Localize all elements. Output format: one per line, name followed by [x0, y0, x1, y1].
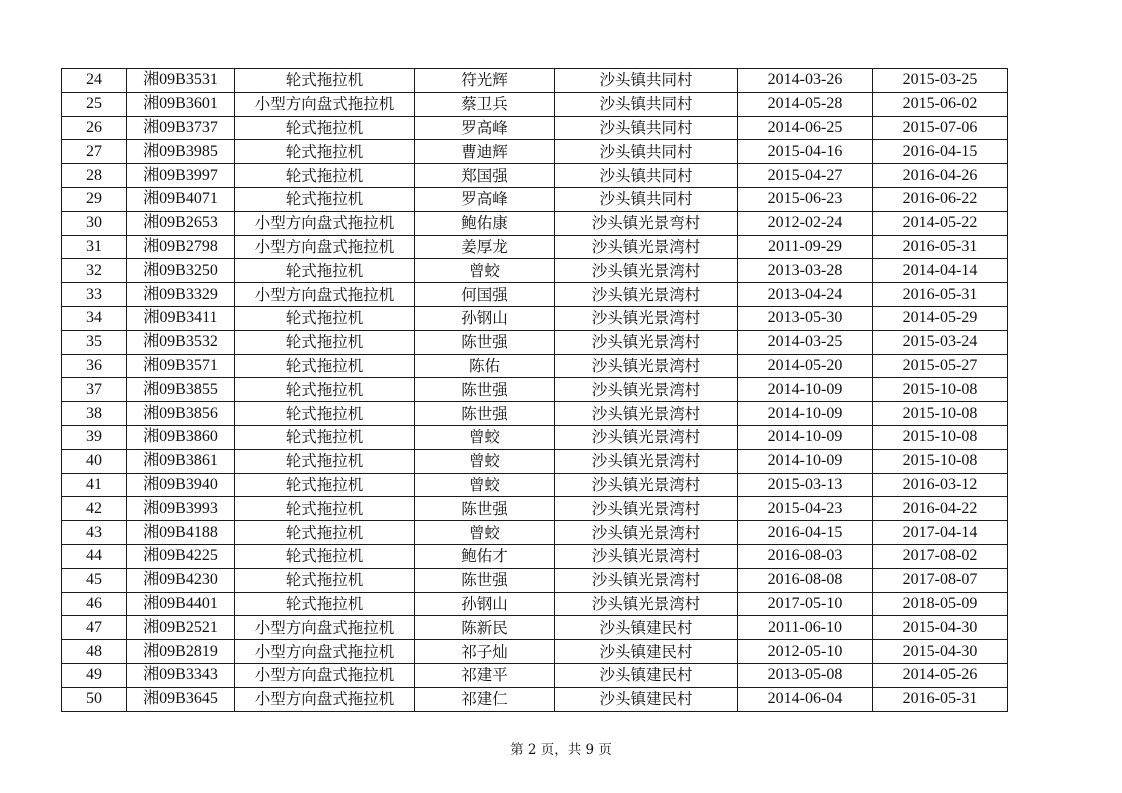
machine-type-cell: 小型方向盘式拖拉机: [235, 92, 415, 116]
address-cell: 沙头镇光景湾村: [555, 354, 738, 378]
table-row: [62, 330, 1008, 354]
address-cell: 沙头镇共同村: [555, 92, 738, 116]
owner-name-cell: 蔡卫兵: [415, 92, 555, 116]
seq-no-cell: 31: [62, 235, 127, 259]
page-footer: 第 2 页，共 9 页: [510, 742, 612, 758]
seq-no-cell: 36: [62, 354, 127, 378]
owner-name-cell: 祁建仁: [415, 687, 555, 711]
owner-name-cell: 陈世强: [415, 402, 555, 426]
address-cell: 沙头镇光景湾村: [555, 306, 738, 330]
machine-type-cell: 小型方向盘式拖拉机: [235, 283, 415, 307]
end-date-cell: 2014-05-22: [873, 211, 1008, 235]
machine-type-cell: 轮式拖拉机: [235, 568, 415, 592]
owner-name-cell: 罗高峰: [415, 187, 555, 211]
address-cell: 沙头镇光景湾村: [555, 425, 738, 449]
machine-type-cell: 轮式拖拉机: [235, 544, 415, 568]
owner-name-cell: 陈新民: [415, 616, 555, 640]
end-date-cell: 2015-04-30: [873, 640, 1008, 664]
address-cell: 沙头镇光景湾村: [555, 259, 738, 283]
seq-no-cell: 35: [62, 330, 127, 354]
seq-no-cell: 28: [62, 164, 127, 188]
address-cell: 沙头镇光景湾村: [555, 402, 738, 426]
start-date-cell: 2015-06-23: [738, 187, 873, 211]
table-row: [62, 211, 1008, 235]
plate-number-cell: 湘09B3645: [127, 687, 235, 711]
machine-type-cell: 轮式拖拉机: [235, 69, 415, 93]
start-date-cell: 2016-04-15: [738, 521, 873, 545]
address-cell: 沙头镇光景湾村: [555, 378, 738, 402]
start-date-cell: 2014-10-09: [738, 402, 873, 426]
start-date-cell: 2012-05-10: [738, 640, 873, 664]
seq-no-cell: 24: [62, 69, 127, 93]
plate-number-cell: 湘09B3329: [127, 283, 235, 307]
address-cell: 沙头镇建民村: [555, 616, 738, 640]
address-cell: 沙头镇共同村: [555, 116, 738, 140]
machine-type-cell: 轮式拖拉机: [235, 378, 415, 402]
end-date-cell: 2016-05-31: [873, 687, 1008, 711]
end-date-cell: 2016-05-31: [873, 283, 1008, 307]
owner-name-cell: 孙钢山: [415, 592, 555, 616]
end-date-cell: 2016-04-26: [873, 164, 1008, 188]
owner-name-cell: 陈世强: [415, 568, 555, 592]
start-date-cell: 2014-03-25: [738, 330, 873, 354]
table-row: [62, 402, 1008, 426]
owner-name-cell: 曾蛟: [415, 473, 555, 497]
plate-number-cell: 湘09B3411: [127, 306, 235, 330]
machine-type-cell: 轮式拖拉机: [235, 402, 415, 426]
table-row: [62, 283, 1008, 307]
plate-number-cell: 湘09B4230: [127, 568, 235, 592]
address-cell: 沙头镇光景湾村: [555, 521, 738, 545]
seq-no-cell: 44: [62, 544, 127, 568]
table-row: [62, 592, 1008, 616]
machine-type-cell: 轮式拖拉机: [235, 592, 415, 616]
owner-name-cell: 曾蛟: [415, 425, 555, 449]
plate-number-cell: 湘09B3343: [127, 663, 235, 687]
start-date-cell: 2015-04-16: [738, 140, 873, 164]
table-row: [62, 521, 1008, 545]
seq-no-cell: 45: [62, 568, 127, 592]
start-date-cell: 2011-06-10: [738, 616, 873, 640]
machine-type-cell: 轮式拖拉机: [235, 306, 415, 330]
plate-number-cell: 湘09B2819: [127, 640, 235, 664]
table-row: [62, 544, 1008, 568]
plate-number-cell: 湘09B3985: [127, 140, 235, 164]
plate-number-cell: 湘09B3861: [127, 449, 235, 473]
owner-name-cell: 曾蛟: [415, 521, 555, 545]
owner-name-cell: 鲍佑康: [415, 211, 555, 235]
plate-number-cell: 湘09B3532: [127, 330, 235, 354]
owner-name-cell: 罗高峰: [415, 116, 555, 140]
start-date-cell: 2013-03-28: [738, 259, 873, 283]
plate-number-cell: 湘09B4188: [127, 521, 235, 545]
owner-name-cell: 陈佑: [415, 354, 555, 378]
end-date-cell: 2015-10-08: [873, 402, 1008, 426]
seq-no-cell: 26: [62, 116, 127, 140]
table-row: [62, 259, 1008, 283]
seq-no-cell: 29: [62, 187, 127, 211]
owner-name-cell: 孙钢山: [415, 306, 555, 330]
seq-no-cell: 34: [62, 306, 127, 330]
machine-type-cell: 轮式拖拉机: [235, 330, 415, 354]
owner-name-cell: 曹迪辉: [415, 140, 555, 164]
end-date-cell: 2015-07-06: [873, 116, 1008, 140]
address-cell: 沙头镇光景弯村: [555, 211, 738, 235]
table-row: [62, 425, 1008, 449]
table-row: [62, 306, 1008, 330]
records-table: [61, 68, 1008, 712]
machine-type-cell: 小型方向盘式拖拉机: [235, 235, 415, 259]
plate-number-cell: 湘09B4225: [127, 544, 235, 568]
table-row: [62, 378, 1008, 402]
end-date-cell: 2016-04-22: [873, 497, 1008, 521]
seq-no-cell: 49: [62, 663, 127, 687]
machine-type-cell: 轮式拖拉机: [235, 187, 415, 211]
table-row: [62, 116, 1008, 140]
plate-number-cell: 湘09B3856: [127, 402, 235, 426]
seq-no-cell: 43: [62, 521, 127, 545]
machine-type-cell: 轮式拖拉机: [235, 497, 415, 521]
address-cell: 沙头镇光景湾村: [555, 544, 738, 568]
end-date-cell: 2015-03-25: [873, 69, 1008, 93]
seq-no-cell: 27: [62, 140, 127, 164]
seq-no-cell: 37: [62, 378, 127, 402]
plate-number-cell: 湘09B3601: [127, 92, 235, 116]
owner-name-cell: 郑国强: [415, 164, 555, 188]
start-date-cell: 2014-05-28: [738, 92, 873, 116]
start-date-cell: 2013-05-08: [738, 663, 873, 687]
plate-number-cell: 湘09B3531: [127, 69, 235, 93]
table-row: [62, 473, 1008, 497]
owner-name-cell: 何国强: [415, 283, 555, 307]
end-date-cell: 2017-08-07: [873, 568, 1008, 592]
machine-type-cell: 小型方向盘式拖拉机: [235, 663, 415, 687]
end-date-cell: 2017-08-02: [873, 544, 1008, 568]
address-cell: 沙头镇光景湾村: [555, 283, 738, 307]
end-date-cell: 2016-05-31: [873, 235, 1008, 259]
machine-type-cell: 轮式拖拉机: [235, 473, 415, 497]
plate-number-cell: 湘09B3737: [127, 116, 235, 140]
end-date-cell: 2014-05-29: [873, 306, 1008, 330]
seq-no-cell: 46: [62, 592, 127, 616]
end-date-cell: 2014-04-14: [873, 259, 1008, 283]
plate-number-cell: 湘09B3993: [127, 497, 235, 521]
end-date-cell: 2016-06-22: [873, 187, 1008, 211]
machine-type-cell: 小型方向盘式拖拉机: [235, 616, 415, 640]
table-row: [62, 640, 1008, 664]
seq-no-cell: 50: [62, 687, 127, 711]
start-date-cell: 2014-06-04: [738, 687, 873, 711]
machine-type-cell: 小型方向盘式拖拉机: [235, 687, 415, 711]
machine-type-cell: 轮式拖拉机: [235, 521, 415, 545]
plate-number-cell: 湘09B3250: [127, 259, 235, 283]
end-date-cell: 2014-05-26: [873, 663, 1008, 687]
table-row: [62, 568, 1008, 592]
table-row: [62, 235, 1008, 259]
plate-number-cell: 湘09B4401: [127, 592, 235, 616]
seq-no-cell: 42: [62, 497, 127, 521]
table-row: [62, 616, 1008, 640]
start-date-cell: 2016-08-08: [738, 568, 873, 592]
plate-number-cell: 湘09B3940: [127, 473, 235, 497]
machine-type-cell: 小型方向盘式拖拉机: [235, 640, 415, 664]
address-cell: 沙头镇光景湾村: [555, 449, 738, 473]
owner-name-cell: 鲍佑才: [415, 544, 555, 568]
machine-type-cell: 轮式拖拉机: [235, 116, 415, 140]
owner-name-cell: 陈世强: [415, 378, 555, 402]
seq-no-cell: 38: [62, 402, 127, 426]
address-cell: 沙头镇共同村: [555, 164, 738, 188]
plate-number-cell: 湘09B2653: [127, 211, 235, 235]
owner-name-cell: 陈世强: [415, 497, 555, 521]
address-cell: 沙头镇建民村: [555, 663, 738, 687]
machine-type-cell: 小型方向盘式拖拉机: [235, 211, 415, 235]
seq-no-cell: 25: [62, 92, 127, 116]
plate-number-cell: 湘09B3997: [127, 164, 235, 188]
seq-no-cell: 47: [62, 616, 127, 640]
address-cell: 沙头镇光景湾村: [555, 568, 738, 592]
start-date-cell: 2016-08-03: [738, 544, 873, 568]
records-table-body: [62, 69, 1008, 712]
seq-no-cell: 30: [62, 211, 127, 235]
address-cell: 沙头镇共同村: [555, 187, 738, 211]
machine-type-cell: 轮式拖拉机: [235, 449, 415, 473]
owner-name-cell: 符光辉: [415, 69, 555, 93]
seq-no-cell: 33: [62, 283, 127, 307]
start-date-cell: 2015-04-23: [738, 497, 873, 521]
start-date-cell: 2012-02-24: [738, 211, 873, 235]
table-row: [62, 92, 1008, 116]
plate-number-cell: 湘09B3571: [127, 354, 235, 378]
address-cell: 沙头镇建民村: [555, 640, 738, 664]
end-date-cell: 2015-04-30: [873, 616, 1008, 640]
table-row: [62, 663, 1008, 687]
end-date-cell: 2015-10-08: [873, 449, 1008, 473]
address-cell: 沙头镇建民村: [555, 687, 738, 711]
machine-type-cell: 轮式拖拉机: [235, 259, 415, 283]
address-cell: 沙头镇光景湾村: [555, 592, 738, 616]
seq-no-cell: 39: [62, 425, 127, 449]
plate-number-cell: 湘09B3855: [127, 378, 235, 402]
address-cell: 沙头镇光景湾村: [555, 235, 738, 259]
start-date-cell: 2014-10-09: [738, 378, 873, 402]
address-cell: 沙头镇光景湾村: [555, 473, 738, 497]
table-row: [62, 69, 1008, 93]
seq-no-cell: 48: [62, 640, 127, 664]
table-row: [62, 449, 1008, 473]
end-date-cell: 2015-10-08: [873, 425, 1008, 449]
end-date-cell: 2016-04-15: [873, 140, 1008, 164]
plate-number-cell: 湘09B4071: [127, 187, 235, 211]
end-date-cell: 2018-05-09: [873, 592, 1008, 616]
table-row: [62, 187, 1008, 211]
end-date-cell: 2016-03-12: [873, 473, 1008, 497]
seq-no-cell: 40: [62, 449, 127, 473]
address-cell: 沙头镇光景湾村: [555, 330, 738, 354]
machine-type-cell: 轮式拖拉机: [235, 140, 415, 164]
table-row: [62, 140, 1008, 164]
owner-name-cell: 祁建平: [415, 663, 555, 687]
owner-name-cell: 姜厚龙: [415, 235, 555, 259]
address-cell: 沙头镇共同村: [555, 69, 738, 93]
end-date-cell: 2015-10-08: [873, 378, 1008, 402]
table-row: [62, 354, 1008, 378]
start-date-cell: 2014-05-20: [738, 354, 873, 378]
start-date-cell: 2017-05-10: [738, 592, 873, 616]
machine-type-cell: 轮式拖拉机: [235, 354, 415, 378]
plate-number-cell: 湘09B2798: [127, 235, 235, 259]
end-date-cell: 2015-03-24: [873, 330, 1008, 354]
owner-name-cell: 曾蛟: [415, 449, 555, 473]
machine-type-cell: 轮式拖拉机: [235, 425, 415, 449]
start-date-cell: 2014-10-09: [738, 449, 873, 473]
start-date-cell: 2015-04-27: [738, 164, 873, 188]
start-date-cell: 2011-09-29: [738, 235, 873, 259]
end-date-cell: 2015-06-02: [873, 92, 1008, 116]
machine-type-cell: 轮式拖拉机: [235, 164, 415, 188]
owner-name-cell: 曾蛟: [415, 259, 555, 283]
start-date-cell: 2014-06-25: [738, 116, 873, 140]
address-cell: 沙头镇光景湾村: [555, 497, 738, 521]
owner-name-cell: 陈世强: [415, 330, 555, 354]
table-row: [62, 164, 1008, 188]
start-date-cell: 2013-05-30: [738, 306, 873, 330]
start-date-cell: 2014-10-09: [738, 425, 873, 449]
start-date-cell: 2015-03-13: [738, 473, 873, 497]
start-date-cell: 2013-04-24: [738, 283, 873, 307]
end-date-cell: 2015-05-27: [873, 354, 1008, 378]
end-date-cell: 2017-04-14: [873, 521, 1008, 545]
plate-number-cell: 湘09B2521: [127, 616, 235, 640]
seq-no-cell: 32: [62, 259, 127, 283]
table-row: [62, 497, 1008, 521]
address-cell: 沙头镇共同村: [555, 140, 738, 164]
owner-name-cell: 祁子灿: [415, 640, 555, 664]
seq-no-cell: 41: [62, 473, 127, 497]
table-row: [62, 687, 1008, 711]
plate-number-cell: 湘09B3860: [127, 425, 235, 449]
start-date-cell: 2014-03-26: [738, 69, 873, 93]
